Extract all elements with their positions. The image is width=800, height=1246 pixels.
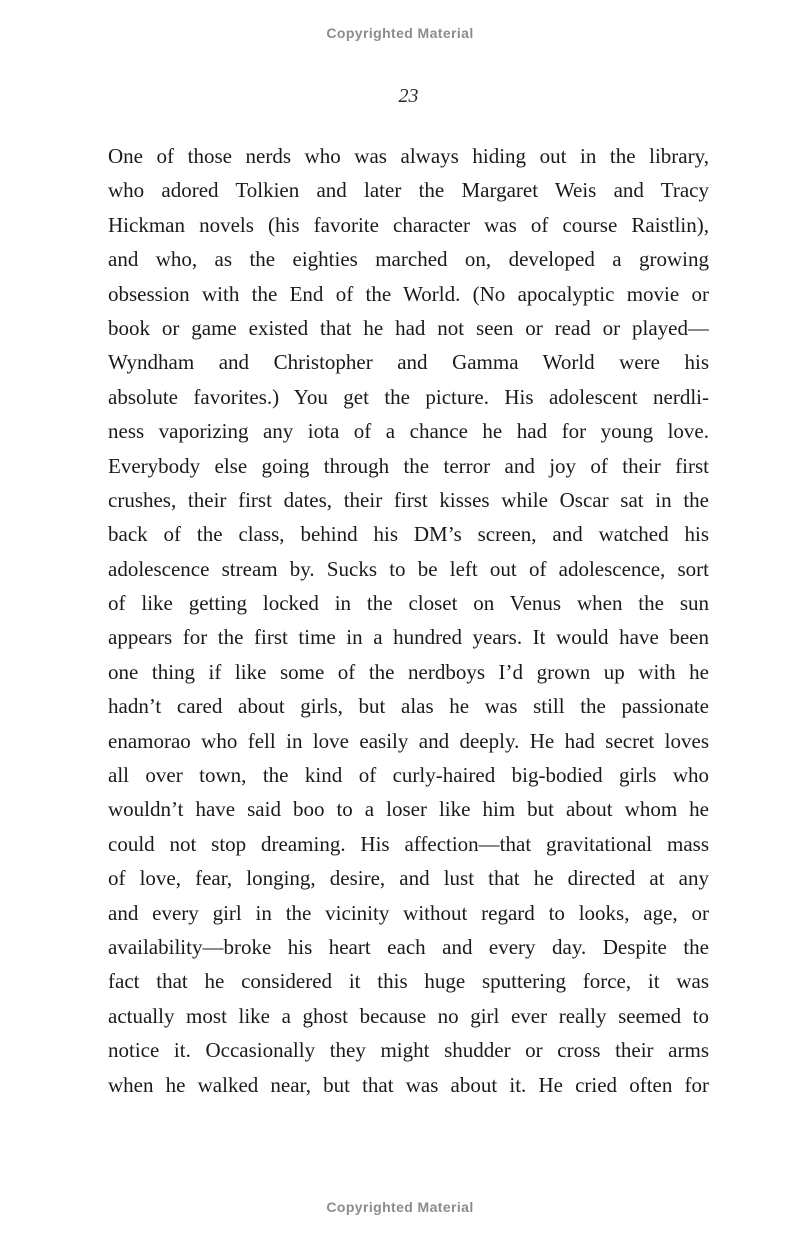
text-line: book or game existed that he had not seen or read or played— — [108, 315, 709, 340]
text-line: back of the class, behind his DM’s screen, and watched his — [108, 522, 709, 547]
text-line: when he walked near, but that was about it. He cried often for — [108, 1072, 709, 1097]
text-line: enamorao who fell in love easily and deeply. He had secret loves — [108, 728, 709, 753]
text-line: absolute favorites.) You get the picture. His adolescent nerdli- — [108, 384, 709, 409]
text-line: One of those nerds who was always hiding out in the library, — [108, 144, 709, 168]
text-line: of like getting locked in the closet on Venus when the sun — [108, 591, 709, 616]
text-line: who adored Tolkien and later the Margaret Weis and Tracy — [108, 178, 709, 203]
body-text — [108, 139, 709, 1102]
text-line: obsession with the End of the World. (No apocalyptic movie or — [108, 281, 709, 306]
text-line: one thing if like some of the nerdboys I’d grown up with he — [108, 659, 709, 684]
text-line: and who, as the eighties marched on, developed a growing — [108, 247, 709, 272]
text-line: and every girl in the vicinity without regard to looks, age, or — [108, 900, 709, 925]
text-line: Hickman novels (his favorite character was of course Raistlin), — [108, 212, 709, 237]
text-line: notice it. Occasionally they might shudder or cross their arms — [108, 1038, 709, 1063]
text-line: adolescence stream by. Sucks to be left out of adolescence, sort — [108, 556, 709, 581]
text-line: availability—broke his heart each and every day. Despite the — [108, 934, 709, 959]
copyright-notice-top: Copyrighted Material — [326, 25, 474, 41]
text-line: crushes, their first dates, their first kisses while Oscar sat in the — [108, 487, 709, 512]
text-line: of love, fear, longing, desire, and lust that he directed at any — [108, 866, 709, 891]
text-line: ness vaporizing any iota of a chance he had for young love. — [108, 419, 709, 444]
text-line: fact that he considered it this huge sputtering force, it was — [108, 969, 709, 994]
text-line: actually most like a ghost because no girl ever really seemed to — [108, 1003, 709, 1028]
text-line: Everybody else going through the terror and joy of their first — [108, 453, 709, 478]
text-line: hadn’t cared about girls, but alas he was still the passionate — [108, 694, 709, 719]
text-line: could not stop dreaming. His affection—that gravitational mass — [108, 831, 709, 856]
page-number: 23 — [398, 85, 419, 107]
text-line: Wyndham and Christopher and Gamma World were his — [108, 350, 709, 375]
text-line: appears for the first time in a hundred years. It would have been — [108, 625, 709, 650]
copyright-notice-bottom: Copyrighted Material — [326, 1199, 474, 1215]
text-line: wouldn’t have said boo to a loser like him but about whom he — [108, 797, 709, 822]
text-line: all over town, the kind of curly-haired big-bodied girls who — [108, 763, 709, 788]
